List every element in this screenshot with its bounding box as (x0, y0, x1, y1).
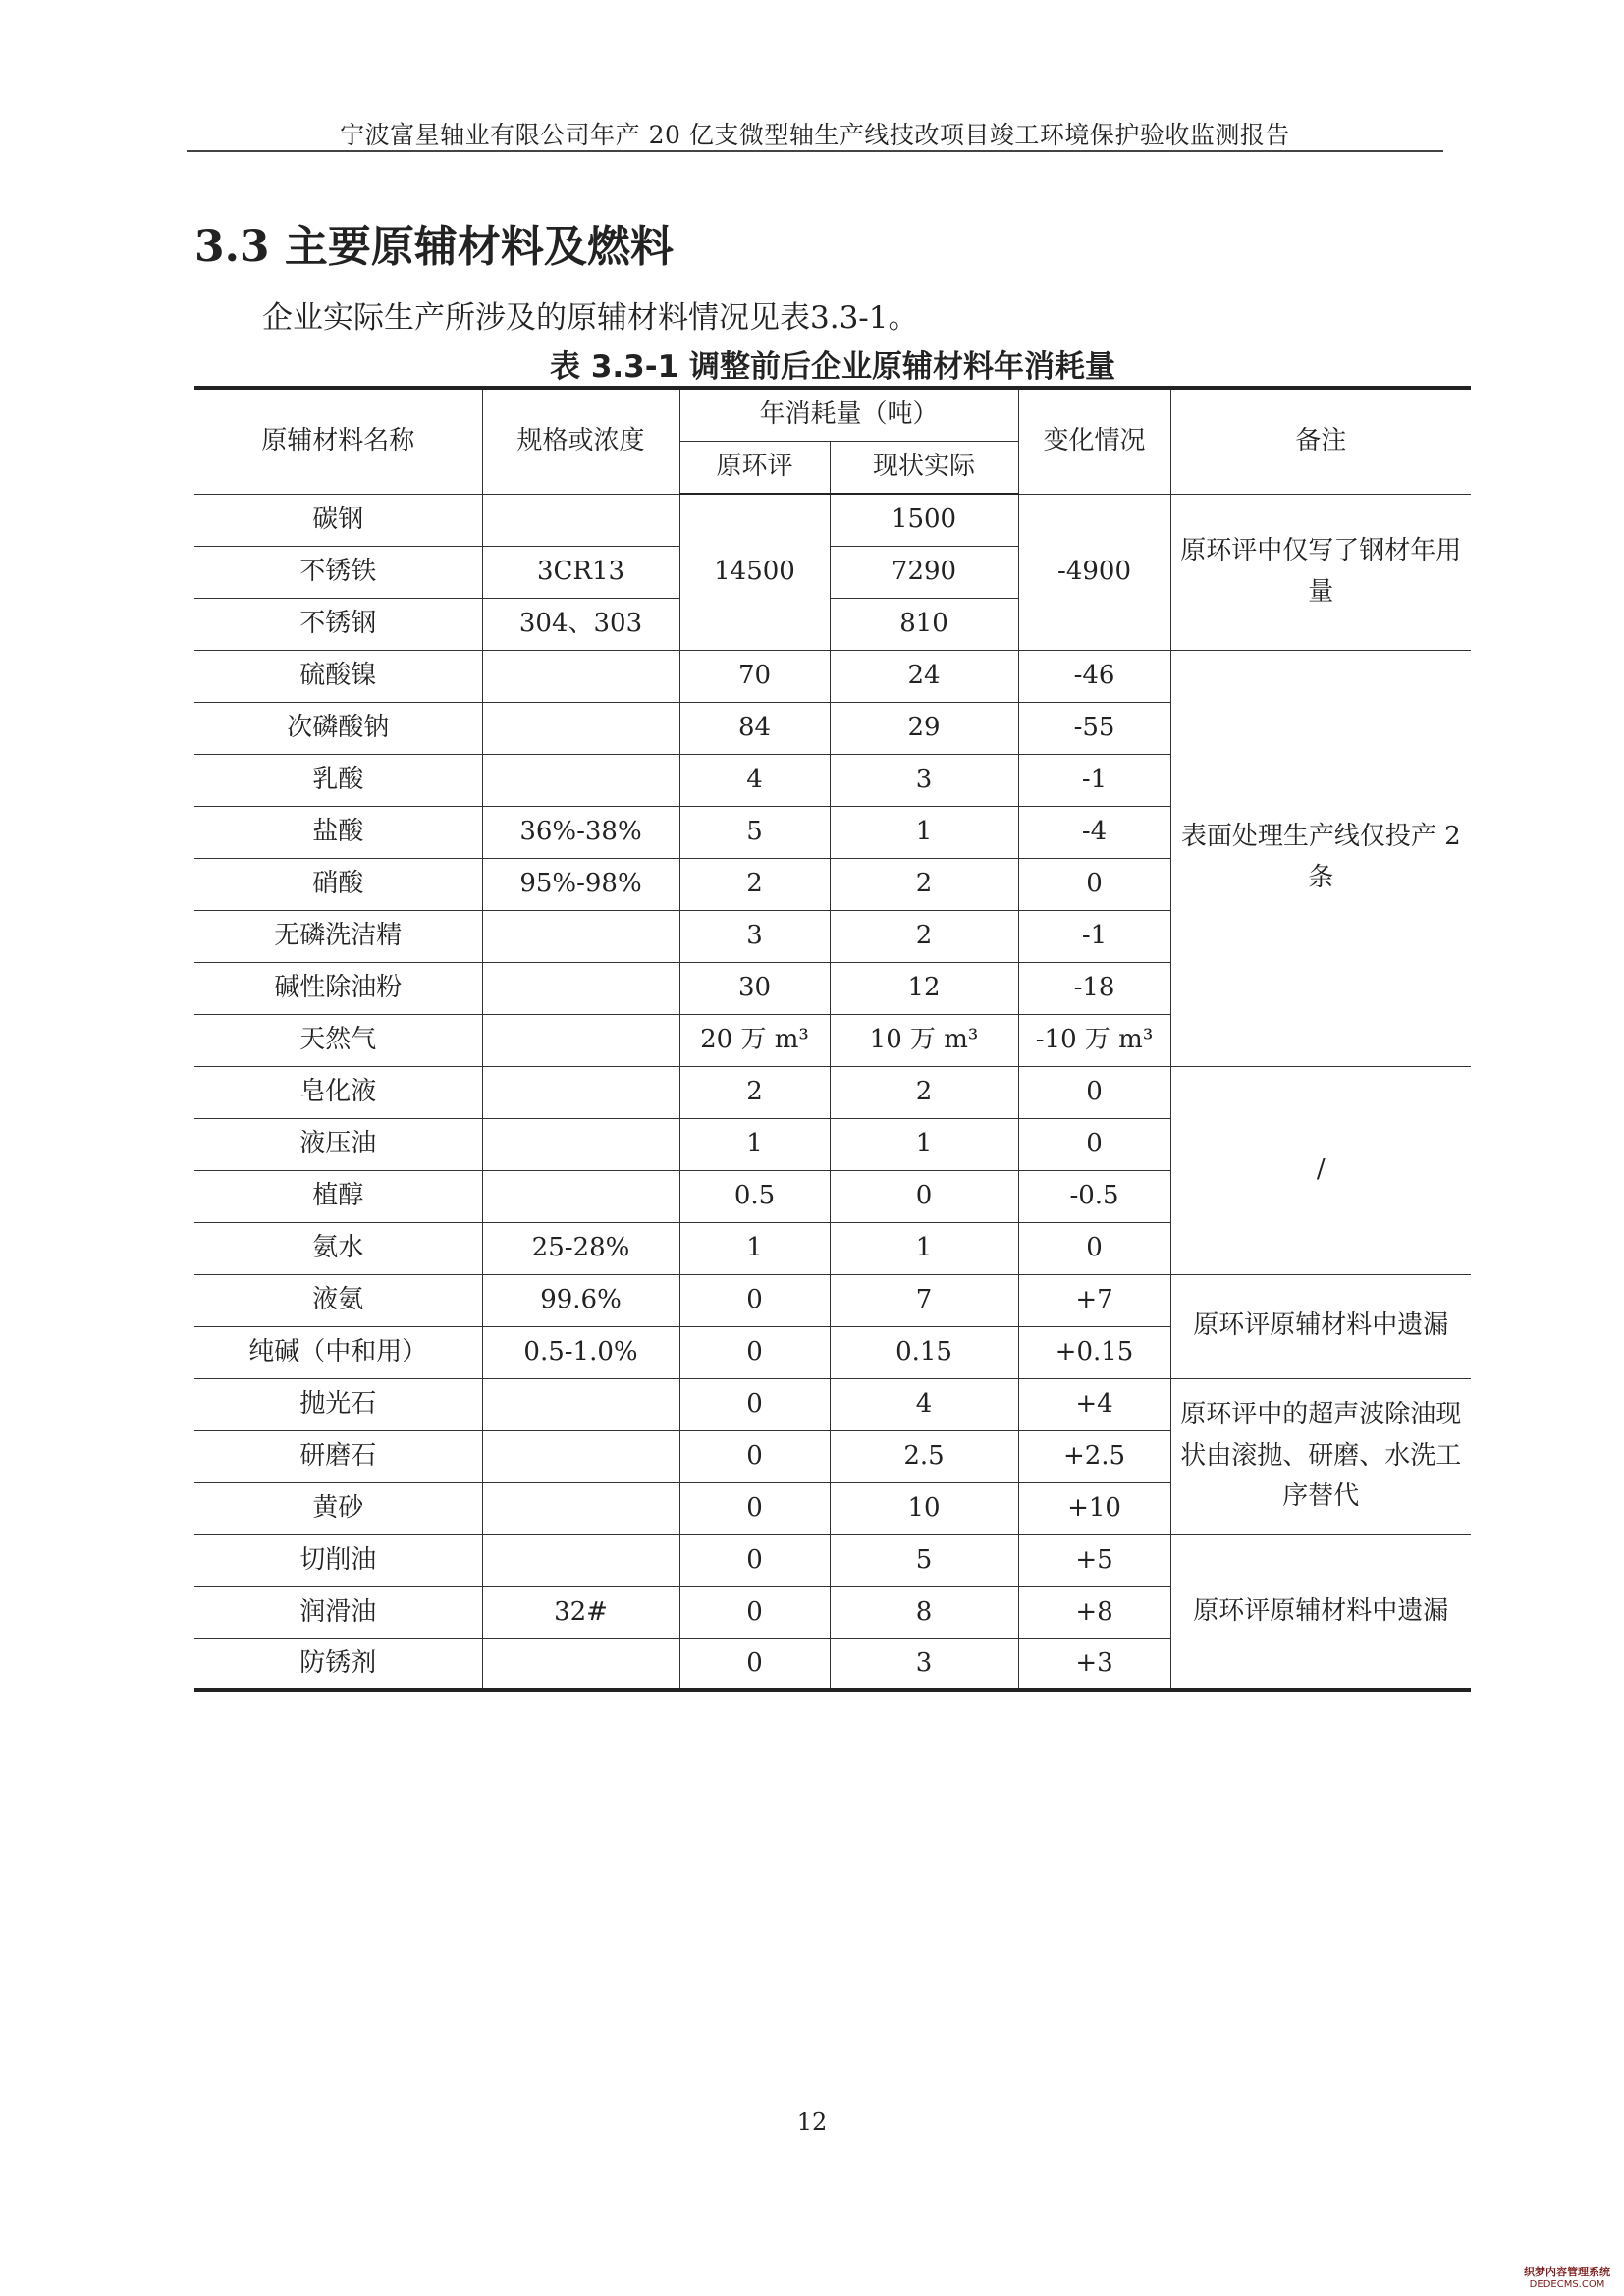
cell-spec (482, 1534, 679, 1586)
cell-spec (482, 494, 679, 546)
cell-actual: 2 (830, 858, 1018, 910)
cell-spec (482, 1118, 679, 1170)
cell-original: 0 (679, 1430, 830, 1482)
cell-actual: 29 (830, 702, 1018, 754)
cell-name: 防锈剂 (194, 1638, 482, 1690)
header-change: 变化情况 (1018, 388, 1170, 494)
cell-actual: 5 (830, 1534, 1018, 1586)
section-intro: 企业实际生产所涉及的原辅材料情况见表3.3-1。 (262, 300, 919, 336)
cell-spec: 25-28% (482, 1222, 679, 1274)
cell-name: 盐酸 (194, 806, 482, 858)
header-consumption: 年消耗量（吨） (679, 388, 1018, 441)
cell-actual: 1 (830, 1118, 1018, 1170)
cell-spec: 99.6% (482, 1274, 679, 1326)
cell-name: 切削油 (194, 1534, 482, 1586)
cell-change: +5 (1018, 1534, 1170, 1586)
cell-change: -10 万 m³ (1018, 1014, 1170, 1066)
cell-change: +8 (1018, 1586, 1170, 1638)
cell-change: +2.5 (1018, 1430, 1170, 1482)
cell-original: 2 (679, 1066, 830, 1118)
cell-actual: 10 万 m³ (830, 1014, 1018, 1066)
cell-name: 天然气 (194, 1014, 482, 1066)
cell-name: 液氨 (194, 1274, 482, 1326)
header-spec: 规格或浓度 (482, 388, 679, 494)
cell-original: 0.5 (679, 1170, 830, 1222)
cell-original: 1 (679, 1118, 830, 1170)
document-header: 宁波富星轴业有限公司年产 20 亿支微型轴生产线技改项目竣工环境保护验收监测报告 (340, 121, 1290, 149)
table-row (194, 1066, 1471, 1118)
cell-change: -4900 (1018, 494, 1170, 650)
cell-spec: 3CR13 (482, 546, 679, 598)
cell-name: 植醇 (194, 1170, 482, 1222)
cell-spec: 304、303 (482, 598, 679, 650)
cell-name: 抛光石 (194, 1378, 482, 1430)
cell-change: -4 (1018, 806, 1170, 858)
cell-original: 5 (679, 806, 830, 858)
section-heading: 3.3 主要原辅材料及燃料 (194, 222, 674, 272)
cell-original: 20 万 m³ (679, 1014, 830, 1066)
cell-actual: 1 (830, 806, 1018, 858)
cell-change: +7 (1018, 1274, 1170, 1326)
cell-name: 黄砂 (194, 1482, 482, 1534)
cell-name: 无磷洗洁精 (194, 910, 482, 962)
watermark-line-2: DEDECMS.COM (1529, 2278, 1605, 2290)
header-divider (187, 150, 1443, 152)
cell-spec: 36%-38% (482, 806, 679, 858)
cell-change: +10 (1018, 1482, 1170, 1534)
cell-spec (482, 1482, 679, 1534)
cell-actual: 3 (830, 754, 1018, 806)
cell-change: +3 (1018, 1638, 1170, 1690)
cell-note: 原环评中的超声波除油现状由滚抛、研磨、水洗工序替代 (1170, 1378, 1471, 1534)
cell-change: 0 (1018, 858, 1170, 910)
cell-change: 0 (1018, 1066, 1170, 1118)
table-row (194, 1378, 1471, 1430)
cell-change: -55 (1018, 702, 1170, 754)
header-original: 原环评 (679, 441, 830, 494)
cell-name: 研磨石 (194, 1430, 482, 1482)
header-actual: 现状实际 (830, 441, 1018, 494)
cell-original: 2 (679, 858, 830, 910)
cell-original: 14500 (679, 494, 830, 650)
cell-change: -1 (1018, 754, 1170, 806)
cell-name: 氨水 (194, 1222, 482, 1274)
cell-actual: 0.15 (830, 1326, 1018, 1378)
cell-change: +4 (1018, 1378, 1170, 1430)
table-row (194, 1274, 1471, 1326)
cell-actual: 2 (830, 1066, 1018, 1118)
cell-change: -18 (1018, 962, 1170, 1014)
cell-change: 0 (1018, 1118, 1170, 1170)
cell-original: 3 (679, 910, 830, 962)
cell-original: 0 (679, 1586, 830, 1638)
cell-actual: 810 (830, 598, 1018, 650)
cell-note: 原环评中仅写了钢材年用量 (1170, 494, 1471, 650)
cell-spec (482, 754, 679, 806)
cell-change: -1 (1018, 910, 1170, 962)
cell-actual: 3 (830, 1638, 1018, 1690)
cell-spec: 32# (482, 1586, 679, 1638)
cell-spec (482, 702, 679, 754)
cell-name: 乳酸 (194, 754, 482, 806)
cell-spec: 95%-98% (482, 858, 679, 910)
materials-table (194, 386, 1471, 1692)
cell-actual: 2 (830, 910, 1018, 962)
cell-name: 硫酸镍 (194, 650, 482, 702)
cell-note: 表面处理生产线仅投产 2 条 (1170, 650, 1471, 1066)
cell-name: 皂化液 (194, 1066, 482, 1118)
cell-name: 不锈钢 (194, 598, 482, 650)
cell-name: 纯碱（中和用） (194, 1326, 482, 1378)
cell-original: 4 (679, 754, 830, 806)
cell-original: 0 (679, 1274, 830, 1326)
cell-spec (482, 1430, 679, 1482)
header-note: 备注 (1170, 388, 1471, 494)
table-caption: 表 3.3-1 调整前后企业原辅材料年消耗量 (550, 349, 1115, 385)
cell-actual: 12 (830, 962, 1018, 1014)
cell-actual: 0 (830, 1170, 1018, 1222)
cell-note: / (1170, 1066, 1471, 1274)
cell-name: 液压油 (194, 1118, 482, 1170)
cell-actual: 4 (830, 1378, 1018, 1430)
cell-name: 碳钢 (194, 494, 482, 546)
cell-spec (482, 910, 679, 962)
cell-actual: 24 (830, 650, 1018, 702)
cell-change: -46 (1018, 650, 1170, 702)
cell-actual: 8 (830, 1586, 1018, 1638)
cell-change: 0 (1018, 1222, 1170, 1274)
cell-spec (482, 1170, 679, 1222)
table-row (194, 650, 1471, 702)
cell-spec (482, 1638, 679, 1690)
cell-name: 碱性除油粉 (194, 962, 482, 1014)
cell-actual: 1500 (830, 494, 1018, 546)
cell-spec (482, 1378, 679, 1430)
cell-actual: 10 (830, 1482, 1018, 1534)
watermark-line-1: 织梦内容管理系统 (1524, 2265, 1610, 2278)
cell-original: 0 (679, 1482, 830, 1534)
table-row (194, 494, 1471, 546)
cell-name: 润滑油 (194, 1586, 482, 1638)
table-row (194, 1534, 1471, 1586)
cell-actual: 2.5 (830, 1430, 1018, 1482)
cell-original: 1 (679, 1222, 830, 1274)
cell-actual: 7 (830, 1274, 1018, 1326)
page-number: 12 (796, 2109, 828, 2136)
cell-name: 次磷酸钠 (194, 702, 482, 754)
cell-original: 0 (679, 1534, 830, 1586)
cell-original: 30 (679, 962, 830, 1014)
cell-note: 原环评原辅材料中遗漏 (1170, 1534, 1471, 1690)
cell-actual: 7290 (830, 546, 1018, 598)
cell-original: 70 (679, 650, 830, 702)
cell-spec (482, 1014, 679, 1066)
cell-spec (482, 962, 679, 1014)
cell-note: 原环评原辅材料中遗漏 (1170, 1274, 1471, 1378)
cell-name: 不锈铁 (194, 546, 482, 598)
header-name: 原辅材料名称 (194, 388, 482, 494)
cell-change: +0.15 (1018, 1326, 1170, 1378)
cell-original: 0 (679, 1378, 830, 1430)
cell-spec: 0.5-1.0% (482, 1326, 679, 1378)
cell-spec (482, 1066, 679, 1118)
cell-original: 0 (679, 1326, 830, 1378)
cell-original: 84 (679, 702, 830, 754)
watermark-logo (1518, 2267, 1616, 2290)
cell-name: 硝酸 (194, 858, 482, 910)
cell-change: -0.5 (1018, 1170, 1170, 1222)
cell-actual: 1 (830, 1222, 1018, 1274)
cell-spec (482, 650, 679, 702)
cell-original: 0 (679, 1638, 830, 1690)
